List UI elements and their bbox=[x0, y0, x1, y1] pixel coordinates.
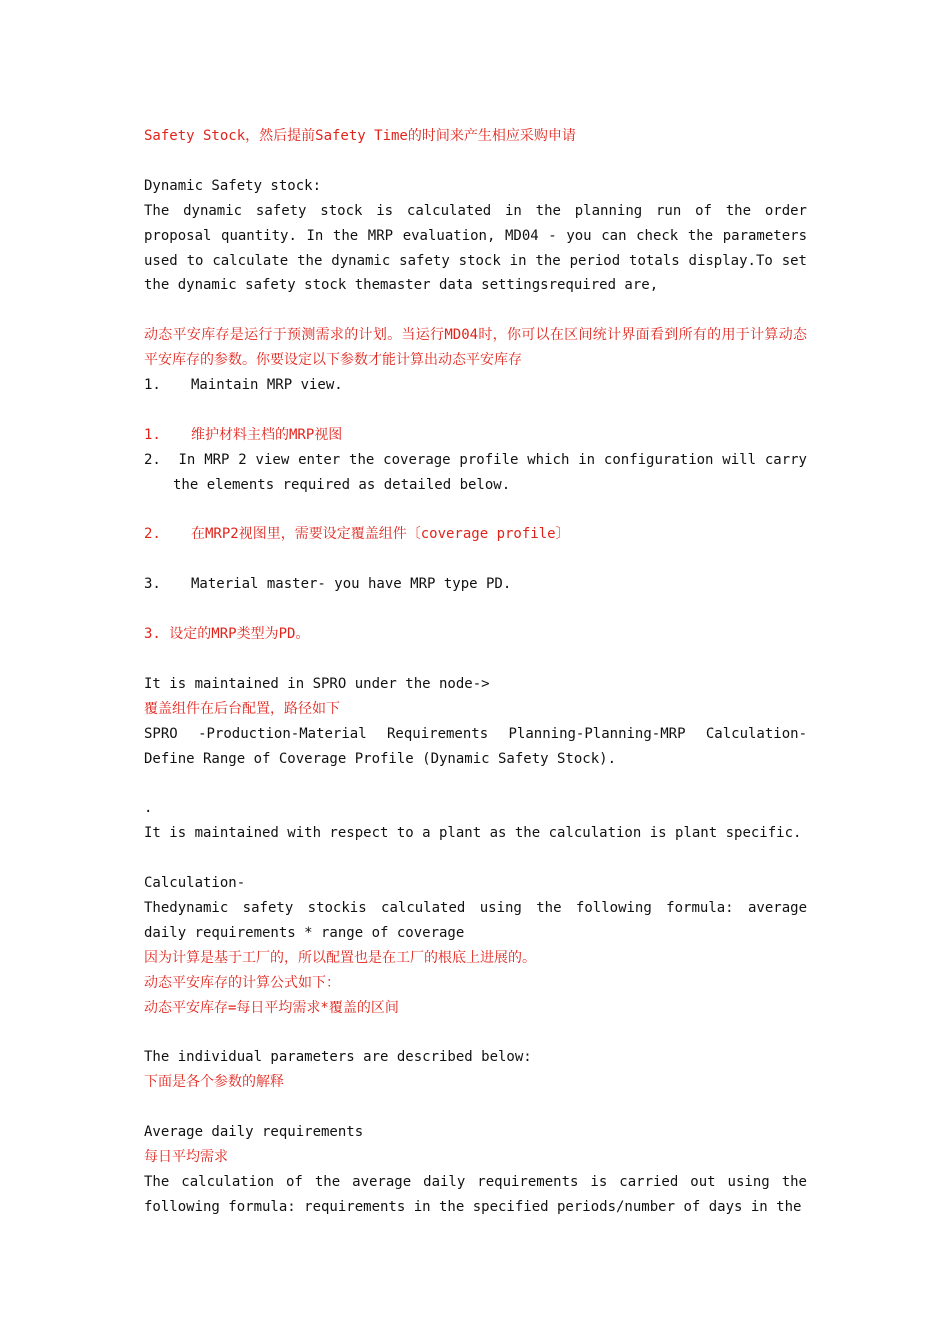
document-page bbox=[144, 124, 816, 1220]
blank-line bbox=[144, 298, 807, 323]
list-item-3 bbox=[144, 572, 807, 597]
parameters-cn-line: 下面是各个参数的解释 bbox=[144, 1074, 284, 1091]
list-number: 2. bbox=[144, 526, 161, 543]
plant-specific-line: It is maintained with respect to a plant as the calculation is plant specific. bbox=[144, 825, 802, 842]
dot-line: . bbox=[144, 800, 153, 817]
list-number: 1. bbox=[144, 426, 161, 443]
calculation-cn-line-2: 动态平安库存的计算公式如下： bbox=[144, 974, 340, 991]
blank-line bbox=[144, 498, 807, 523]
blank-line bbox=[144, 1095, 807, 1120]
list-text: 在MRP2视图里，需要设定覆盖组件〔coverage profile〕 bbox=[191, 526, 570, 543]
list-item-1-cn bbox=[144, 423, 807, 448]
safety-stock-cn-line: Safety Stock，然后提前Safety Time的时间来产生相应采购申请 bbox=[144, 128, 576, 144]
spro-path-paragraph: SPRO -Production-Material Requirements Planning-Planning-MRP Calculation-Define Range of Coverage Profile (Dynamic Safety Stock). bbox=[144, 725, 807, 767]
blank-line bbox=[144, 149, 807, 174]
list-item-3-cn: 3. 设定的MRP类型为PD。 bbox=[144, 626, 310, 643]
calculation-cn-line-1: 因为计算是基于工厂的，所以配置也是在工厂的根底上进展的。 bbox=[144, 949, 536, 966]
spro-node-cn-line: 覆盖组件在后台配置，路径如下 bbox=[144, 700, 340, 717]
blank-line bbox=[144, 597, 807, 622]
average-daily-heading: Average daily requirements bbox=[144, 1124, 364, 1141]
dynamic-safety-stock-cn-paragraph: 动态平安库存是运行于预测需求的计划。当运行MD04时，你可以在区间统计界面看到所有的用于计算动态平安库存的参数。你要设定以下参数才能计算出动态平安库存 bbox=[144, 327, 807, 369]
list-text: 维护材料主档的MRP视图 bbox=[191, 426, 343, 443]
calculation-cn-line-3: 动态平安库存=每日平均需求*覆盖的区间 bbox=[144, 999, 399, 1016]
blank-line bbox=[144, 771, 807, 796]
blank-line bbox=[144, 846, 807, 871]
average-daily-cn-line: 每日平均需求 bbox=[144, 1148, 228, 1165]
dynamic-safety-stock-paragraph: The dynamic safety stock is calculated in the planning run of the order proposal quantity. In the MRP evaluation, MD04 - you can check the parameters used to calculate the dynamic safety stock in the period totals display.To set the dynamic safety stock themaster data settingsrequired are, bbox=[144, 202, 816, 294]
list-number: 1. bbox=[144, 377, 161, 394]
blank-line bbox=[144, 647, 807, 672]
average-daily-paragraph: The calculation of the average daily requirements is carried out using the following formula: requirements in the specified periods/number of days in the bbox=[144, 1173, 816, 1215]
list-text: Material master- you have MRP type PD. bbox=[191, 576, 512, 593]
list-item-1 bbox=[144, 373, 807, 398]
list-item-2-cn bbox=[144, 522, 807, 547]
dynamic-safety-stock-heading: Dynamic Safety stock: bbox=[144, 177, 322, 194]
calculation-heading: Calculation- bbox=[144, 875, 246, 892]
blank-line bbox=[144, 547, 807, 572]
blank-line bbox=[144, 1020, 807, 1045]
list-number: 3. bbox=[144, 576, 161, 593]
spro-node-line: It is maintained in SPRO under the node-> bbox=[144, 675, 490, 692]
list-text: Maintain MRP view. bbox=[191, 377, 343, 394]
parameters-heading: The individual parameters are described below: bbox=[144, 1049, 532, 1066]
list-item-2: 2. In MRP 2 view enter the coverage profile which in configuration will carry the elements required as detailed below. bbox=[144, 451, 816, 493]
calculation-paragraph: Thedynamic safety stockis calculated using the following formula: average daily requirements * range of coverage bbox=[144, 899, 816, 941]
blank-line bbox=[144, 398, 807, 423]
